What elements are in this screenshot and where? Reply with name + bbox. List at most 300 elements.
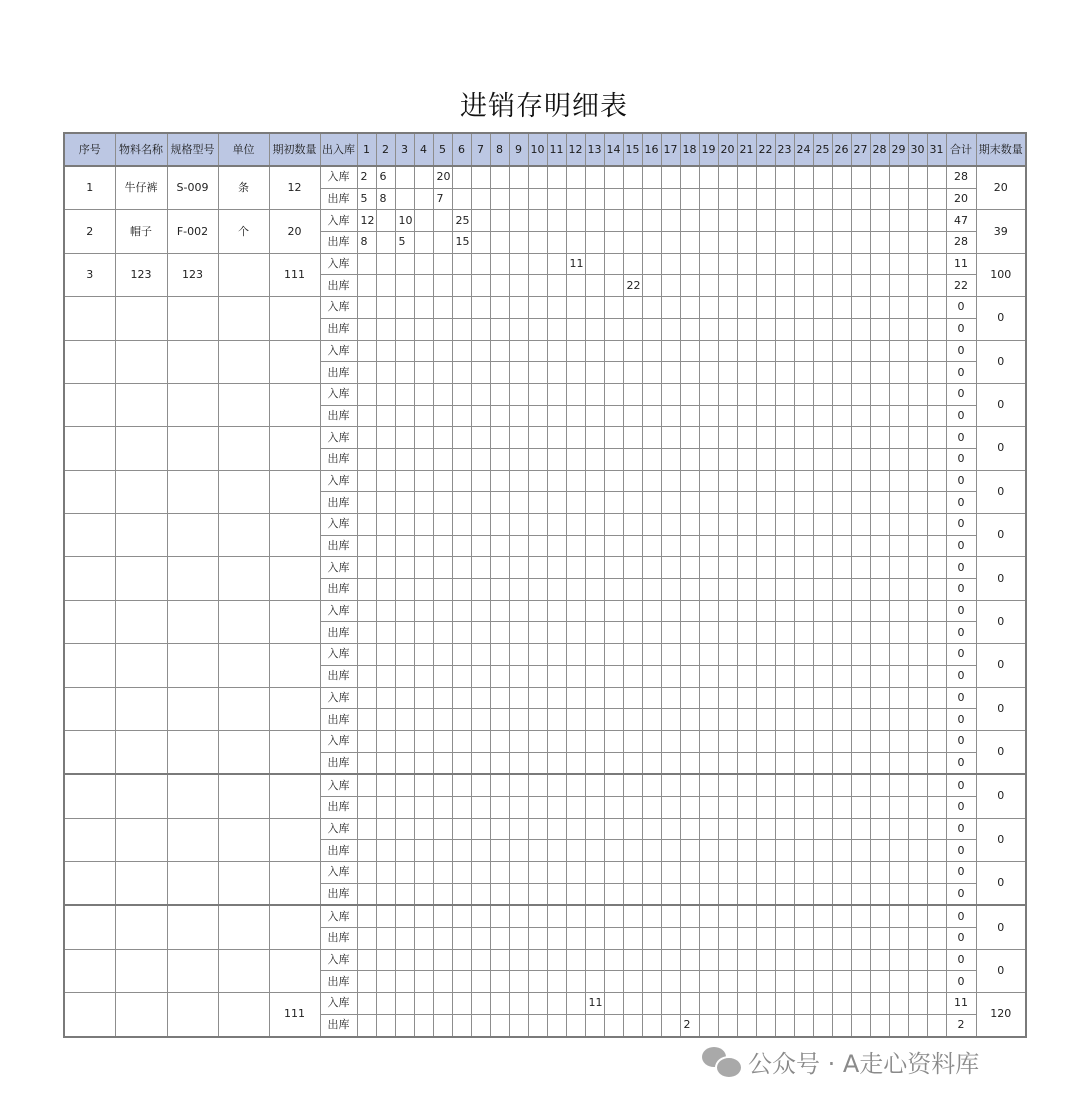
cell-day [395,687,414,709]
cell-day [395,774,414,796]
cell-day [604,492,623,514]
cell-day [851,905,870,927]
cell-day [680,993,699,1015]
cell-day [642,492,661,514]
cell-day [528,665,547,687]
cell-day [471,253,490,275]
cell-day [851,774,870,796]
cell-day [661,318,680,340]
cell-day [395,862,414,884]
cell-day [870,514,889,536]
cell-day [699,275,718,297]
cell-opening [269,687,320,730]
cell-day [851,362,870,384]
cell-day [813,232,832,254]
cell-day [604,232,623,254]
cell-io-type: 入库 [320,818,357,840]
cell-day [661,210,680,232]
header-day: 26 [832,133,851,166]
cell-day [737,883,756,905]
cell-day [680,949,699,971]
cell-day [889,318,908,340]
cell-day [680,709,699,731]
cell-day [528,514,547,536]
cell-day [699,535,718,557]
cell-unit [218,557,269,600]
cell-day [547,1014,566,1036]
cell-day [547,730,566,752]
inventory-table [63,132,1027,1038]
cell-total: 0 [946,297,976,319]
cell-io-type: 入库 [320,427,357,449]
cell-day [357,492,376,514]
cell-day [718,470,737,492]
cell-io-type: 出库 [320,535,357,557]
table-row [64,774,1026,796]
cell-day [756,687,775,709]
cell-day [452,644,471,666]
cell-day [813,297,832,319]
cell-day [870,949,889,971]
cell-day [908,665,927,687]
cell-total: 0 [946,818,976,840]
cell-day [509,535,528,557]
cell-day [585,557,604,579]
cell-day [661,600,680,622]
cell-day [414,883,433,905]
cell-day [585,427,604,449]
cell-day [604,883,623,905]
cell-day [832,166,851,188]
cell-day [927,796,946,818]
cell-day [604,362,623,384]
cell-day [718,600,737,622]
cell-day [414,232,433,254]
cell-name [115,383,167,426]
cell-day [357,318,376,340]
cell-day [737,275,756,297]
cell-seq: 2 [64,210,115,253]
cell-day [832,752,851,774]
cell-day [376,928,395,950]
cell-day [813,470,832,492]
cell-day [452,840,471,862]
cell-day [604,166,623,188]
cell-day [509,600,528,622]
cell-seq [64,644,115,687]
cell-day [376,818,395,840]
cell-total: 11 [946,253,976,275]
cell-day [661,557,680,579]
cell-day [357,297,376,319]
cell-day [927,993,946,1015]
header-day: 13 [585,133,604,166]
cell-day [471,210,490,232]
cell-day [357,796,376,818]
cell-day [357,949,376,971]
cell-day [699,188,718,210]
cell-day [471,818,490,840]
cell-day [433,622,452,644]
cell-day [471,514,490,536]
cell-day [870,579,889,601]
cell-day [927,644,946,666]
cell-day [661,796,680,818]
cell-day [680,600,699,622]
cell-day [775,928,794,950]
cell-day [452,253,471,275]
cell-io-type: 出库 [320,492,357,514]
cell-day [452,535,471,557]
cell-io-type: 出库 [320,448,357,470]
cell-day [756,730,775,752]
cell-day [357,862,376,884]
cell-day [737,188,756,210]
cell-day [585,622,604,644]
cell-closing: 0 [976,862,1026,906]
cell-day [433,862,452,884]
cell-day [737,796,756,818]
cell-day [908,318,927,340]
cell-day [376,557,395,579]
cell-unit [218,514,269,557]
cell-day [794,253,813,275]
cell-day [756,318,775,340]
cell-day [756,340,775,362]
cell-day [813,514,832,536]
cell-day [547,644,566,666]
cell-day [813,383,832,405]
cell-day [490,883,509,905]
cell-day [376,492,395,514]
cell-day [851,405,870,427]
table-row [64,905,1026,927]
cell-spec [167,427,218,470]
cell-day [566,796,585,818]
cell-day [756,492,775,514]
cell-day [794,318,813,340]
cell-day [604,1014,623,1036]
cell-day [490,644,509,666]
cell-day [566,166,585,188]
cell-day [509,622,528,644]
cell-day [471,297,490,319]
cell-day [414,818,433,840]
cell-day [927,730,946,752]
cell-day [509,752,528,774]
cell-day [642,318,661,340]
cell-day [680,840,699,862]
cell-day [395,340,414,362]
cell-name [115,818,167,861]
cell-day [927,557,946,579]
cell-day [775,840,794,862]
cell-day [604,383,623,405]
cell-day [813,971,832,993]
cell-day [585,1014,604,1036]
cell-day [908,905,927,927]
cell-day [490,840,509,862]
cell-day [376,687,395,709]
cell-day [927,840,946,862]
cell-day [661,427,680,449]
cell-day [604,818,623,840]
cell-day [623,862,642,884]
cell-day [376,971,395,993]
cell-day [547,905,566,927]
cell-total: 0 [946,644,976,666]
cell-spec: S-009 [167,166,218,210]
cell-day [794,405,813,427]
cell-name [115,427,167,470]
cell-opening [269,427,320,470]
cell-day [528,600,547,622]
cell-day [604,448,623,470]
cell-day [908,166,927,188]
cell-day [775,427,794,449]
cell-day [490,730,509,752]
cell-day [509,448,528,470]
cell-day [433,557,452,579]
cell-day [680,665,699,687]
cell-day [452,427,471,449]
cell-day [376,579,395,601]
cell-day [585,297,604,319]
header-day: 7 [471,133,490,166]
cell-day [832,971,851,993]
cell-day [775,665,794,687]
cell-io-type: 出库 [320,362,357,384]
header-day: 2 [376,133,395,166]
cell-day [585,928,604,950]
cell-day [490,275,509,297]
cell-day [452,862,471,884]
cell-day [908,275,927,297]
cell-spec [167,862,218,906]
cell-day [832,383,851,405]
cell-day [623,730,642,752]
cell-day [376,470,395,492]
cell-seq [64,905,115,949]
cell-day [623,709,642,731]
cell-day [471,579,490,601]
cell-day [927,1014,946,1036]
cell-day [851,665,870,687]
cell-day [585,166,604,188]
cell-day [813,796,832,818]
cell-day [794,774,813,796]
cell-total: 0 [946,928,976,950]
cell-day [547,579,566,601]
cell-day [680,928,699,950]
cell-day [604,993,623,1015]
cell-day [585,709,604,731]
header-day: 27 [851,133,870,166]
cell-day [566,557,585,579]
cell-day [908,644,927,666]
cell-day [604,971,623,993]
cell-day [699,709,718,731]
cell-day [889,752,908,774]
cell-day [737,774,756,796]
cell-closing: 0 [976,514,1026,557]
cell-day [528,297,547,319]
cell-day [509,210,528,232]
cell-day [642,796,661,818]
cell-day [452,514,471,536]
cell-day [889,818,908,840]
cell-total: 0 [946,665,976,687]
cell-day [699,448,718,470]
cell-day [832,905,851,927]
cell-day [490,557,509,579]
cell-day [471,949,490,971]
cell-day [699,622,718,644]
header-day: 18 [680,133,699,166]
cell-day [756,644,775,666]
cell-day [927,622,946,644]
cell-day [642,253,661,275]
cell-day [813,210,832,232]
cell-day [414,644,433,666]
cell-day [490,188,509,210]
cell-day [832,557,851,579]
cell-day [490,579,509,601]
cell-day [433,687,452,709]
cell-day [661,818,680,840]
cell-day [813,275,832,297]
cell-day [585,818,604,840]
cell-day [889,579,908,601]
cell-day [509,949,528,971]
cell-day [395,535,414,557]
cell-day [490,340,509,362]
cell-day [737,905,756,927]
cell-day [357,535,376,557]
cell-day [794,905,813,927]
cell-day [794,622,813,644]
cell-day [585,470,604,492]
cell-day [661,188,680,210]
cell-spec [167,774,218,818]
cell-day [699,318,718,340]
cell-day [813,318,832,340]
cell-day [623,665,642,687]
cell-io-type: 出库 [320,275,357,297]
cell-day [528,840,547,862]
cell-day [395,600,414,622]
cell-day [775,818,794,840]
table-row [64,862,1026,884]
header-day: 12 [566,133,585,166]
cell-day [357,905,376,927]
cell-day [680,318,699,340]
cell-day [395,318,414,340]
cell-spec [167,557,218,600]
cell-day [414,166,433,188]
cell-day [737,840,756,862]
cell-day [889,687,908,709]
cell-day [452,993,471,1015]
cell-day [376,405,395,427]
cell-day [775,644,794,666]
cell-day [433,514,452,536]
cell-day [604,840,623,862]
cell-day [471,362,490,384]
cell-day [737,862,756,884]
cell-name [115,600,167,643]
cell-day [490,492,509,514]
cell-day [832,470,851,492]
cell-unit [218,470,269,513]
cell-day [433,405,452,427]
cell-day [452,949,471,971]
cell-spec [167,905,218,949]
cell-day [642,297,661,319]
cell-day [357,1014,376,1036]
cell-day [908,253,927,275]
cell-day [566,362,585,384]
cell-day: 7 [433,188,452,210]
cell-day [794,709,813,731]
cell-total: 0 [946,362,976,384]
cell-day [566,275,585,297]
header-closing: 期末数量 [976,133,1026,166]
cell-day [813,340,832,362]
cell-day: 25 [452,210,471,232]
cell-unit [218,730,269,774]
cell-day [889,514,908,536]
cell-day [490,210,509,232]
cell-day [661,971,680,993]
cell-day [547,188,566,210]
cell-unit [218,687,269,730]
cell-total: 0 [946,622,976,644]
cell-day [528,644,547,666]
cell-spec [167,687,218,730]
cell-spec [167,644,218,687]
cell-day [756,774,775,796]
cell-day: 22 [623,275,642,297]
cell-day [756,166,775,188]
cell-day [395,275,414,297]
cell-day [376,644,395,666]
cell-day [756,709,775,731]
cell-day [547,993,566,1015]
cell-day [604,579,623,601]
cell-seq [64,687,115,730]
cell-day [680,362,699,384]
cell-day [414,730,433,752]
header-spec: 规格型号 [167,133,218,166]
cell-day [718,427,737,449]
cell-day [471,275,490,297]
cell-day [794,665,813,687]
cell-total: 0 [946,383,976,405]
cell-io-type: 入库 [320,730,357,752]
cell-day [395,188,414,210]
cell-total: 0 [946,470,976,492]
cell-day [718,1014,737,1036]
cell-day [813,253,832,275]
cell-day [585,362,604,384]
cell-day [889,774,908,796]
cell-day [699,1014,718,1036]
cell-day [509,796,528,818]
cell-day [433,1014,452,1036]
cell-day [718,709,737,731]
cell-day [756,665,775,687]
